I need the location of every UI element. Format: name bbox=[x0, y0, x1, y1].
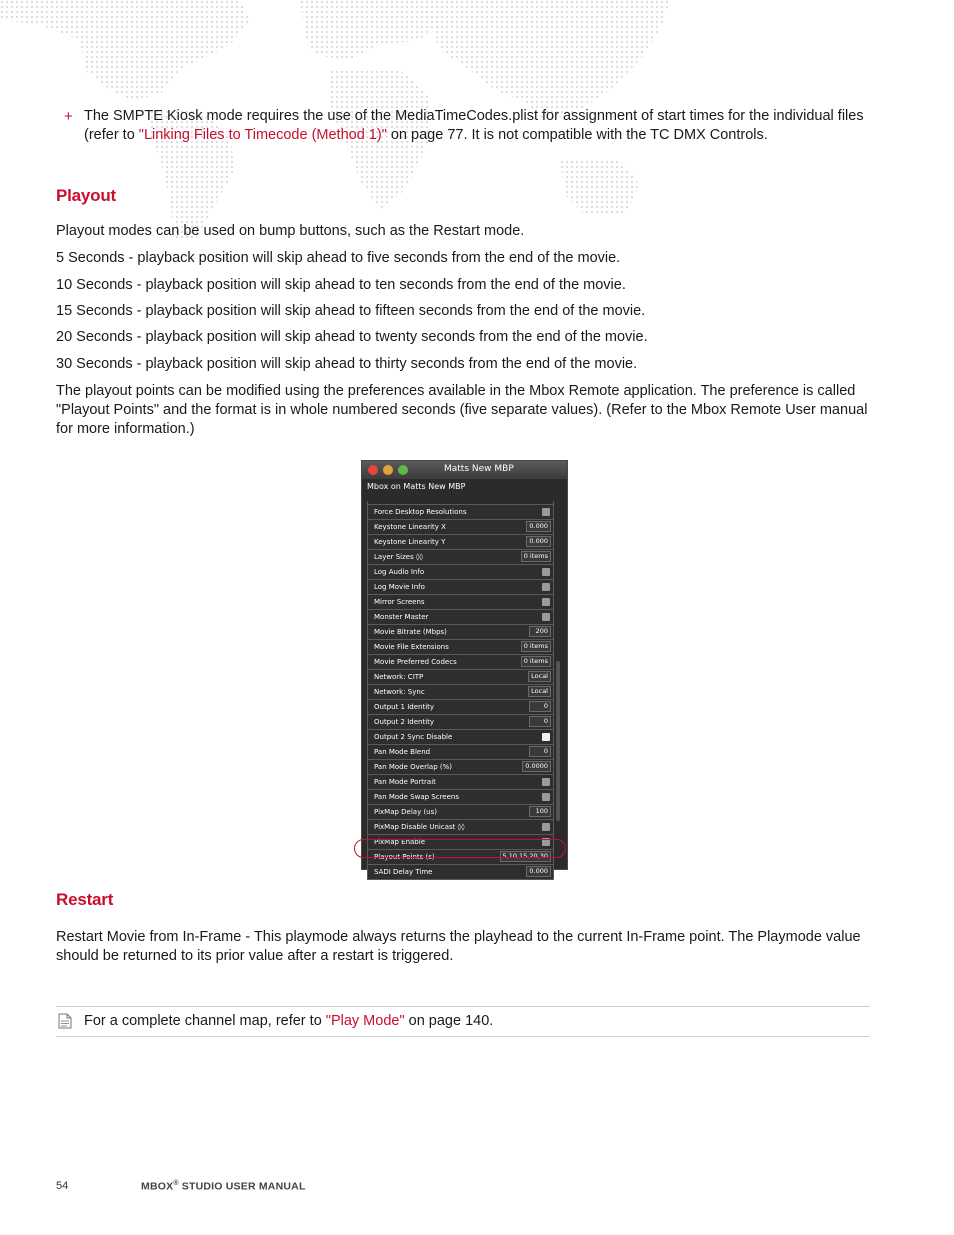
pref-row[interactable] bbox=[367, 790, 554, 805]
bullet-item bbox=[56, 107, 870, 145]
pref-row[interactable] bbox=[367, 700, 554, 715]
pref-label: Log Audio Info bbox=[374, 568, 425, 576]
pref-checkbox[interactable] bbox=[542, 508, 550, 516]
playout-desc: - playback position will skip ahead to twenty seconds from the end of the movie. bbox=[132, 329, 648, 345]
pref-row[interactable] bbox=[367, 595, 554, 610]
window-subtitle: Mbox on Matts New MBP bbox=[367, 482, 466, 491]
pref-label: Mirror Screens bbox=[374, 598, 425, 606]
pref-label: Network: CITP bbox=[374, 673, 424, 681]
pref-label: Pan Mode Overlap (%) bbox=[374, 763, 453, 771]
page-number: 54 bbox=[56, 1180, 69, 1192]
pref-label: Pan Mode Swap Screens bbox=[374, 793, 459, 801]
pref-row[interactable] bbox=[367, 760, 554, 775]
pref-label: Layer Sizes ◊◊ bbox=[374, 553, 423, 561]
minimize-light-icon[interactable] bbox=[383, 465, 393, 475]
pref-label: PixMap Enable bbox=[374, 838, 425, 846]
restart-term: Restart Movie from In-Frame bbox=[56, 929, 242, 945]
bullet-text-after: on page 77. It is not compatible with the TC DMX Controls. bbox=[386, 127, 768, 143]
playout-desc: - playback position will skip ahead to five seconds from the end of the movie. bbox=[124, 250, 621, 266]
pref-row[interactable] bbox=[367, 655, 554, 670]
pref-row[interactable] bbox=[367, 865, 554, 880]
pref-checkbox[interactable] bbox=[542, 568, 550, 576]
playout-heading: Playout bbox=[56, 186, 117, 205]
playout-term: 5 Seconds bbox=[56, 250, 125, 266]
preferences-list bbox=[367, 501, 554, 880]
bullet-text-before: The SMPTE Kiosk mode requires the use of the MediaTimeCodes.plist for assignment of start times for the individual files (refer to bbox=[84, 108, 864, 143]
pref-row[interactable] bbox=[367, 520, 554, 535]
pref-value-field[interactable]: 5,10,15,20,30 bbox=[500, 851, 551, 862]
pref-checkbox[interactable] bbox=[542, 598, 550, 606]
playout-term: 20 Seconds bbox=[56, 329, 133, 345]
manual-title-suffix: STUDIO USER MANUAL bbox=[178, 1180, 306, 1193]
pref-value-field[interactable]: 0 items bbox=[521, 551, 551, 562]
play-mode-link[interactable]: "Play Mode" bbox=[325, 1013, 405, 1029]
plus-bullet-icon: + bbox=[64, 108, 73, 125]
restart-desc: - This playmode always returns the playhead to the current In-Frame point. The Playmode value should be returned to its prior value after a restart is triggered. bbox=[56, 929, 861, 964]
playout-points-highlight bbox=[354, 839, 566, 858]
pref-row[interactable] bbox=[367, 685, 554, 700]
pref-label: Pan Mode Portrait bbox=[374, 778, 436, 786]
pref-row[interactable] bbox=[367, 805, 554, 820]
playout-item-5 bbox=[56, 249, 870, 268]
playout-intro: Playout modes can be used on bump buttons, such as the Restart mode. bbox=[56, 223, 525, 239]
pref-checkbox[interactable] bbox=[542, 793, 550, 801]
pref-label: Network: Sync bbox=[374, 688, 425, 696]
note-text-before: For a complete channel map, refer to bbox=[84, 1013, 326, 1029]
pref-label: PixMap Disable Unicast ◊◊ bbox=[374, 823, 465, 831]
pref-value-field[interactable]: Local bbox=[528, 686, 551, 697]
pref-label: Movie File Extensions bbox=[374, 643, 449, 651]
pref-label: Output 2 Identity bbox=[374, 718, 435, 726]
preferences-window-screenshot bbox=[361, 460, 568, 876]
pref-value-field[interactable]: 0 items bbox=[521, 641, 551, 652]
pref-checkbox[interactable] bbox=[542, 583, 550, 591]
bullet-text bbox=[84, 107, 870, 145]
pref-checkbox[interactable] bbox=[542, 613, 550, 621]
pref-label: SADI Delay Time bbox=[374, 868, 433, 876]
pref-row[interactable] bbox=[367, 715, 554, 730]
pref-value-field[interactable]: 0.0000 bbox=[522, 761, 551, 772]
playout-desc: - playback position will skip ahead to ten seconds from the end of the movie. bbox=[132, 277, 626, 293]
pref-value-field[interactable]: 0 bbox=[529, 701, 551, 712]
playout-term: 30 Seconds bbox=[56, 356, 133, 372]
pref-label: Log Movie Info bbox=[374, 583, 425, 591]
pref-checkbox[interactable] bbox=[542, 733, 550, 741]
pref-row[interactable] bbox=[367, 565, 554, 580]
window-titlebar bbox=[362, 461, 567, 479]
pref-checkbox[interactable] bbox=[542, 778, 550, 786]
pref-value-field[interactable]: 100 bbox=[529, 806, 551, 817]
playout-desc: - playback position will skip ahead to fifteen seconds from the end of the movie. bbox=[132, 303, 646, 319]
pref-row[interactable] bbox=[367, 610, 554, 625]
pref-value-field[interactable]: Local bbox=[528, 671, 551, 682]
pref-label: PixMap Delay (us) bbox=[374, 808, 437, 816]
manual-title bbox=[141, 1180, 306, 1193]
playout-item-10 bbox=[56, 276, 870, 295]
pref-row[interactable] bbox=[367, 535, 554, 550]
registered-mark: ® bbox=[173, 1180, 179, 1187]
restart-paragraph bbox=[56, 928, 870, 966]
close-light-icon[interactable] bbox=[368, 465, 378, 475]
pref-value-field[interactable]: 0.000 bbox=[526, 536, 551, 547]
pref-label: Keystone Linearity Y bbox=[374, 538, 446, 546]
pref-label: Keystone Linearity X bbox=[374, 523, 446, 531]
pref-value-field[interactable]: 0.000 bbox=[526, 866, 551, 877]
pref-label: Monster Master bbox=[374, 613, 429, 621]
zoom-light-icon[interactable] bbox=[398, 465, 408, 475]
pref-value-field[interactable]: 0 items bbox=[521, 656, 551, 667]
pref-checkbox[interactable] bbox=[542, 823, 550, 831]
playout-body: The playout points can be modified using the preferences available in the Mbox Remote application. The preference is called "Playout Points" and the format is in whole numbered seconds (five separate values). (Refer to the Mbox Remote User manual for more information.) bbox=[56, 383, 868, 437]
playout-term: 10 Seconds bbox=[56, 277, 133, 293]
pref-row[interactable] bbox=[367, 505, 554, 520]
pref-row[interactable] bbox=[367, 775, 554, 790]
pref-label: Movie Preferred Codecs bbox=[374, 658, 457, 666]
pref-label: Force Desktop Resolutions bbox=[374, 508, 467, 516]
pref-label: Pan Mode Blend bbox=[374, 748, 431, 756]
pref-row[interactable] bbox=[367, 625, 554, 640]
playout-item-15 bbox=[56, 302, 870, 321]
playout-term: 15 Seconds bbox=[56, 303, 133, 319]
pref-label: Playout Points (s) bbox=[374, 853, 435, 861]
pref-value-field[interactable]: 0 bbox=[529, 716, 551, 727]
pref-row[interactable] bbox=[367, 745, 554, 760]
pref-row[interactable] bbox=[367, 670, 554, 685]
pref-label: Movie Bitrate (Mbps) bbox=[374, 628, 447, 636]
pref-row[interactable] bbox=[367, 550, 554, 565]
pref-row[interactable] bbox=[367, 820, 554, 835]
pref-row[interactable] bbox=[367, 730, 554, 745]
pref-value-field[interactable]: 0 bbox=[529, 746, 551, 757]
pref-value-field[interactable]: 0.000 bbox=[526, 521, 551, 532]
note-box bbox=[56, 1006, 870, 1037]
note-icon bbox=[58, 1013, 72, 1029]
scrollbar[interactable] bbox=[556, 661, 560, 821]
pref-label: Output 2 Sync Disable bbox=[374, 733, 453, 741]
linking-files-link[interactable]: "Linking Files to Timecode (Method 1)" bbox=[138, 127, 387, 143]
pref-row[interactable] bbox=[367, 580, 554, 595]
playout-item-20 bbox=[56, 328, 870, 347]
manual-title-prefix: MBOX bbox=[141, 1180, 174, 1193]
window-title: Matts New MBP bbox=[444, 464, 514, 474]
pref-label: Output 1 Identity bbox=[374, 703, 435, 711]
pref-value-field[interactable]: 200 bbox=[529, 626, 551, 637]
note-text bbox=[84, 1013, 493, 1029]
note-text-after: on page 140. bbox=[404, 1013, 494, 1029]
restart-heading: Restart bbox=[56, 890, 114, 909]
pref-row[interactable] bbox=[367, 640, 554, 655]
playout-desc: - playback position will skip ahead to thirty seconds from the end of the movie. bbox=[132, 356, 638, 372]
playout-item-30 bbox=[56, 355, 870, 374]
